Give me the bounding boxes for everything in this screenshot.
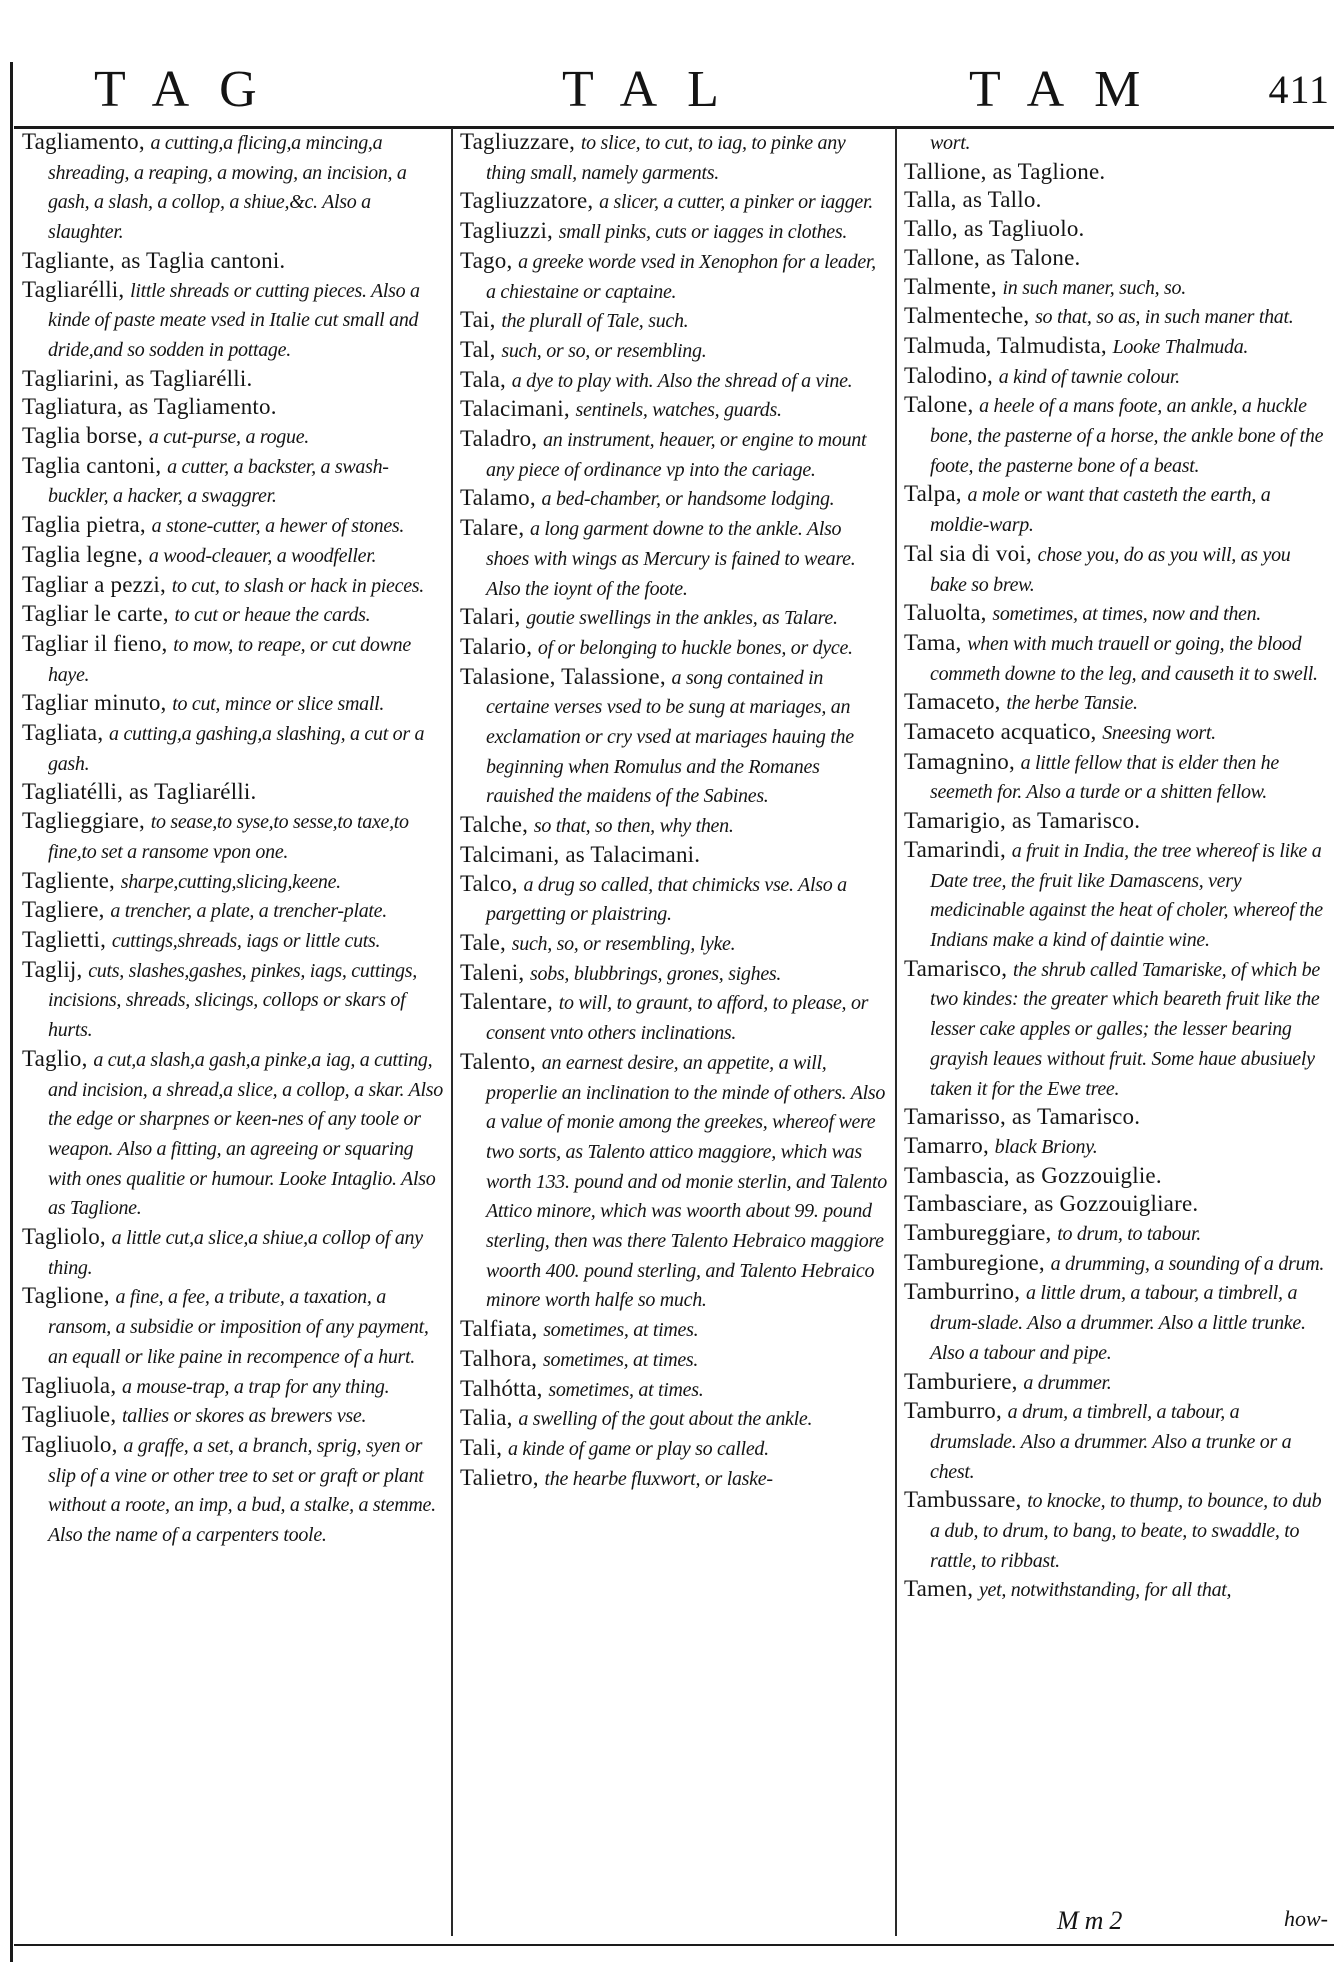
dictionary-entry xyxy=(904,1368,1328,1398)
dictionary-entry xyxy=(22,247,446,276)
entry-headword: Tagliar a pezzi, xyxy=(22,571,166,597)
dictionary-entry xyxy=(904,362,1328,392)
entry-headword: Talietro, xyxy=(460,1464,539,1490)
entry-headword: Tagliente, xyxy=(22,867,115,893)
page-number: 411 xyxy=(1268,67,1330,112)
dictionary-entry xyxy=(904,599,1328,629)
entry-definition: to will, to graunt, to afford, to please, or consent vnto others inclinations. xyxy=(486,992,869,1045)
entry-definition: a fine, a fee, a tribute, a taxation, a ransom, a subsidie or imposition of any payment, an equall or like paine in recompence of a hurt. xyxy=(48,1286,429,1368)
dictionary-entry xyxy=(22,896,446,926)
dictionary-entry xyxy=(22,1401,446,1431)
entry-definition: a bed-chamber, or handsome lodging. xyxy=(541,488,835,511)
entry-definition: to cut, mince or slice small. xyxy=(172,693,385,716)
entry-headword: Tagliarini, as Tagliarélli. xyxy=(22,365,253,391)
entry-definition: sharpe,cutting,slicing,keene. xyxy=(120,870,341,893)
entry-headword: Talmenteche, xyxy=(904,303,1030,329)
dictionary-entry xyxy=(904,128,1328,158)
entry-definition: a mouse-trap, a trap for any thing. xyxy=(122,1375,390,1398)
entry-headword: Tama, xyxy=(904,629,962,655)
entry-definition: when with much trauell or going, the blood commeth downe to the leg, and causeth it to swell. xyxy=(930,632,1318,685)
entry-definition: a heele of a mans foote, an ankle, a huckle bone, the pasterne of a horse, the ankle bone of the foote, the pasterne bone of a beast. xyxy=(930,395,1324,477)
entry-headword: Tagliamento, xyxy=(22,129,145,154)
dictionary-entry xyxy=(22,600,446,630)
dictionary-entry xyxy=(460,217,888,247)
entry-headword: Talia, xyxy=(460,1405,513,1431)
entry-definition: a cut-purse, a rogue. xyxy=(148,426,309,449)
entry-definition: the herbe Tansie. xyxy=(1006,692,1138,715)
entry-definition: chose you, do as you will, as you bake so brew. xyxy=(930,543,1291,596)
dictionary-entry xyxy=(22,571,446,601)
dictionary-entry xyxy=(22,807,446,866)
entry-definition: to mow, to reape, or cut downe haye. xyxy=(48,633,411,686)
entry-definition: an earnest desire, an appetite, a will, properlie an inclination to the minde of others. Also a value of monie among the greekes, whereof were two sorts, as Talento attico maggiore, which was worth 133. pound and od monie sterlin, and Talento Attico minore, which was woorth about 99. pound sterling, then was there Talento Hebraico maggiore woorth 400. pound sterling, and Talento Hebraico minore worth halfe so much. xyxy=(486,1051,887,1312)
running-header xyxy=(14,56,1334,129)
entry-headword: Talodino, xyxy=(904,362,993,388)
entry-headword: Talario, xyxy=(460,633,533,659)
dictionary-entry xyxy=(22,1045,446,1223)
entry-headword: Talone, xyxy=(904,392,974,418)
bottom-rule xyxy=(14,1944,1334,1946)
dictionary-entry xyxy=(22,689,446,719)
dictionary-entry xyxy=(22,1282,446,1371)
dictionary-entry xyxy=(460,128,888,187)
entry-definition: cuttings,shreads, iags or little cuts. xyxy=(111,929,381,952)
entry-definition: tallies or skores as brewers vse. xyxy=(122,1405,367,1428)
entry-headword: Taglij, xyxy=(22,956,83,982)
entry-definition: to cut, to slash or hack in pieces. xyxy=(171,574,424,597)
dictionary-entry xyxy=(460,395,888,425)
entry-headword: Tamburegione, xyxy=(904,1249,1045,1275)
entry-definition: to slice, to cut, to iag, to pinke any thing small, namely garments. xyxy=(486,132,846,184)
entry-definition: a wood-cleauer, a woodfeller. xyxy=(148,544,377,567)
entry-headword: Tagliuole, xyxy=(22,1402,117,1428)
entry-definition: sentinels, watches, guards. xyxy=(575,399,782,422)
dictionary-entry xyxy=(460,1404,888,1434)
entry-definition: a cutter, a backster, a swash-buckler, a hacker, a swaggrer. xyxy=(48,455,389,508)
entry-definition: a drumming, a sounding of a drum. xyxy=(1050,1252,1325,1275)
entry-definition: a stone-cutter, a hewer of stones. xyxy=(151,515,405,538)
dictionary-entry xyxy=(460,959,888,989)
dictionary-entry xyxy=(22,956,446,1045)
entry-definition: such, so, or resembling, lyke. xyxy=(511,932,736,955)
dictionary-entry xyxy=(460,336,888,366)
dictionary-entry xyxy=(22,541,446,571)
entry-headword: Tagliuzzi, xyxy=(460,218,553,244)
entry-definition: sometimes, at times. xyxy=(543,1348,699,1371)
dictionary-entry xyxy=(904,1132,1328,1162)
entry-definition: a slicer, a cutter, a pinker or iagger. xyxy=(599,191,873,214)
entry-definition: black Briony. xyxy=(994,1135,1098,1158)
dictionary-entry xyxy=(22,926,446,956)
dictionary-entry xyxy=(22,452,446,511)
entry-definition: an instrument, heauer, or engine to mount any piece of ordinance vp into the cariage. xyxy=(486,429,867,481)
entry-definition: sometimes, at times. xyxy=(543,1319,699,1342)
entry-definition: a drum, a timbrell, a tabour, a drumslade. Also a drummer. Also a trunke or a chest. xyxy=(930,1401,1292,1483)
entry-headword: Talmente, xyxy=(904,273,997,299)
catchword: how- xyxy=(1284,1906,1328,1931)
entry-headword: Tamarisco, xyxy=(904,955,1008,981)
entry-headword: Tamaceto, xyxy=(904,689,1001,715)
dictionary-entry xyxy=(904,391,1328,480)
entry-definition: a long garment downe to the ankle. Also shoes with wings as Mercury is fained to weare. Also the ioynt of the foote. xyxy=(486,518,856,600)
entry-headword: Tamburrino, xyxy=(904,1279,1021,1305)
header-headword-2: TAL xyxy=(562,61,749,118)
entry-headword: Taleni, xyxy=(460,959,525,985)
entry-headword: Taglia borse, xyxy=(22,423,144,449)
entry-headword: Taglietti, xyxy=(22,926,107,952)
dictionary-entry xyxy=(904,748,1328,807)
dictionary-entry xyxy=(22,867,446,897)
entry-definition: a greeke worde vsed in Xenophon for a leader, a chiestaine or captaine. xyxy=(486,250,876,303)
entry-definition: Sneesing wort. xyxy=(1102,722,1216,745)
dictionary-entry xyxy=(22,1431,446,1550)
entry-definition: so that, so as, in such maner that. xyxy=(1035,306,1294,329)
dictionary-entry xyxy=(460,187,888,217)
entry-headword: Tallone, as Talone. xyxy=(904,244,1081,270)
dictionary-entry xyxy=(460,988,888,1047)
dictionary-entry xyxy=(460,841,888,870)
entry-headword: Talento, xyxy=(460,1048,536,1074)
dictionary-entry xyxy=(904,1249,1328,1279)
dictionary-entry xyxy=(22,365,446,394)
entry-definition: a little drum, a tabour, a timbrell, a drum-slade. Also a drummer. Also a little trunke. Also a tabour and pipe. xyxy=(930,1282,1306,1364)
entry-headword: Tambussare, xyxy=(904,1487,1022,1513)
entry-headword: Tagliatura, as Tagliamento. xyxy=(22,394,277,420)
entry-definition: the plurall of Tale, such. xyxy=(501,310,689,333)
entry-headword: Talhora, xyxy=(460,1345,538,1371)
column-2 xyxy=(460,128,888,1928)
entry-headword: Talentare, xyxy=(460,989,553,1015)
header-headword-3: TAM xyxy=(969,61,1171,118)
dictionary-entry xyxy=(460,484,888,514)
dictionary-entry xyxy=(460,1315,888,1345)
entry-headword: Tamburro, xyxy=(904,1398,1002,1424)
entry-definition: the hearbe fluxwort, or laske- xyxy=(544,1467,773,1490)
entry-headword: Tagliuzzare, xyxy=(460,129,576,154)
signature-mark: Mm2 xyxy=(1057,1906,1129,1935)
dictionary-entry xyxy=(904,302,1328,332)
dictionary-entry xyxy=(22,719,446,778)
entry-definition: of or belonging to huckle bones, or dyce. xyxy=(537,636,853,659)
entry-definition: to cut or heaue the cards. xyxy=(174,604,371,627)
dictionary-entry xyxy=(460,1434,888,1464)
entry-headword: Talfiata, xyxy=(460,1316,538,1342)
entry-headword: Taglia legne, xyxy=(22,541,144,567)
dictionary-entry xyxy=(904,1219,1328,1249)
entry-headword: Tamarisso, as Tamarisco. xyxy=(904,1104,1141,1130)
entry-headword: Tamarro, xyxy=(904,1132,989,1158)
entry-headword: Tal, xyxy=(460,336,496,362)
dictionary-entry xyxy=(904,836,1328,955)
entry-headword: Tale, xyxy=(460,929,507,955)
dictionary-entry xyxy=(904,718,1328,748)
entry-definition: a dye to play with. Also the shread of a vine. xyxy=(511,369,853,392)
entry-headword: Tai, xyxy=(460,307,496,333)
dictionary-entry xyxy=(904,186,1328,215)
entry-headword: Tagliuolo, xyxy=(22,1431,118,1457)
entry-headword: Tallo, as Tagliuolo. xyxy=(904,216,1085,242)
entry-definition: wort. xyxy=(930,132,971,154)
entry-headword: Talari, xyxy=(460,604,521,630)
dictionary-entry xyxy=(904,629,1328,688)
entry-headword: Tamagnino, xyxy=(904,748,1015,774)
entry-definition: Looke Thalmuda. xyxy=(1112,335,1249,358)
entry-definition: a kind of tawnie colour. xyxy=(998,365,1180,388)
entry-headword: Talamo, xyxy=(460,485,536,511)
entry-headword: Talpa, xyxy=(904,481,962,507)
entry-headword: Tagliarélli, xyxy=(22,276,125,302)
entry-headword: Tali, xyxy=(460,1434,503,1460)
entry-headword: Taluolta, xyxy=(904,600,987,626)
entry-headword: Tambureggiare, xyxy=(904,1220,1052,1246)
entry-definition: a mole or want that casteth the earth, a moldie-warp. xyxy=(930,484,1271,537)
dictionary-entry xyxy=(904,1486,1328,1575)
entry-headword: Talhótta, xyxy=(460,1375,543,1401)
entry-headword: Talche, xyxy=(460,812,529,838)
entry-definition: sometimes, at times. xyxy=(548,1378,704,1401)
dictionary-entry xyxy=(460,514,888,603)
entry-definition: little shreads or cutting pieces. Also a kinde of paste meate vsed in Italie cut small and dride,and so sodden in pottage. xyxy=(48,279,420,361)
entry-headword: Tallione, as Taglione. xyxy=(904,158,1106,184)
entry-headword: Tagliar le carte, xyxy=(22,601,169,627)
entry-definition: a song contained in certaine verses vsed to be sung at mariages, an exclamation or cry vsed at mariages hauing the beginning when Romulus and the Romanes rauished the maidens of the Sabines. xyxy=(486,666,854,808)
dictionary-entry xyxy=(460,366,888,396)
entry-definition: a fruit in India, the tree whereof is like a Date tree, the fruit like Damascens, very medicinable against the heat of choler, whereof the Indians make a kind of daintie wine. xyxy=(930,839,1323,951)
dictionary-entry xyxy=(460,1345,888,1375)
entry-definition: a cut,a slash,a gash,a pinke,a iag, a cutting, and incision, a shread,a slice, a collop, a skar. Also the edge or sharpnes or keen-nes of any toole or weapon. Also a fitting, an agreeing or squaring with ones qualitie or humour. Looke Intaglio. Also as Taglione. xyxy=(48,1048,443,1220)
entry-definition: to knocke, to thump, to bounce, to dub a dub, to drum, to bang, to beate, to swaddle, to rattle, to ribbast. xyxy=(930,1490,1322,1572)
dictionary-entry xyxy=(904,1397,1328,1486)
dictionary-entry xyxy=(22,393,446,422)
entry-headword: Tambasciare, as Gozzouigliare. xyxy=(904,1191,1199,1217)
entry-definition: cuts, slashes,gashes, pinkes, iags, cuttings, incisions, shreads, slicings, collops or skars of hurts. xyxy=(48,959,417,1042)
dictionary-entry xyxy=(460,870,888,929)
dictionary-entry xyxy=(22,276,446,365)
entry-headword: Talmuda, Talmudista, xyxy=(904,332,1107,358)
entry-definition: to sease,to syse,to sesse,to taxe,to fine,to set a ransome vpon one. xyxy=(48,811,409,863)
dictionary-entry xyxy=(904,807,1328,836)
entry-headword: Talasione, Talassione, xyxy=(460,663,666,689)
dictionary-entry xyxy=(460,1375,888,1405)
entry-headword: Tagliolo, xyxy=(22,1224,106,1250)
dictionary-entry xyxy=(904,1162,1328,1191)
dictionary-entry xyxy=(460,425,888,484)
entry-headword: Talare, xyxy=(460,515,525,541)
dictionary-entry xyxy=(22,778,446,807)
entry-headword: Tagliata, xyxy=(22,720,104,746)
dictionary-entry xyxy=(904,158,1328,187)
entry-headword: Tamburiere, xyxy=(904,1368,1018,1394)
dictionary-entry xyxy=(904,215,1328,244)
entry-headword: Talcimani, as Talacimani. xyxy=(460,841,701,867)
entry-definition: sobs, blubbrings, grones, sighes. xyxy=(530,962,782,985)
column-divider-1 xyxy=(451,128,453,1936)
entry-definition: a little fellow that is elder then he seemeth for. Also a turde or a shitten fellow. xyxy=(930,751,1279,804)
entry-headword: Tambascia, as Gozzouiglie. xyxy=(904,1162,1162,1188)
entry-definition: a drug so called, that chimicks vse. Also a pargetting or plaistring. xyxy=(486,873,847,926)
entry-headword: Tagliante, as Taglia cantoni. xyxy=(22,247,286,273)
entry-headword: Tago, xyxy=(460,247,513,273)
entry-definition: a kinde of game or play so called. xyxy=(507,1437,769,1460)
entry-definition: the shrub called Tamariske, of which be two kindes: the greater which beareth fruit like the lesser cake apples or galles; the lesser bearing grayish leaues without fruit. Some haue abusiuely taken it for the Ewe tree. xyxy=(930,958,1320,1100)
header-headword-1: TAG xyxy=(94,61,287,118)
entry-headword: Tamarindi, xyxy=(904,836,1006,862)
entry-headword: Tamen, xyxy=(904,1576,974,1602)
dictionary-entry xyxy=(22,511,446,541)
dictionary-entry xyxy=(460,663,888,812)
entry-headword: Tagliar il fieno, xyxy=(22,630,168,656)
dictionary-entry xyxy=(904,244,1328,273)
dictionary-entry xyxy=(904,480,1328,539)
dictionary-entry xyxy=(22,630,446,689)
dictionary-entry xyxy=(22,1223,446,1282)
entry-headword: Tamarigio, as Tamarisco. xyxy=(904,808,1141,834)
entry-headword: Tagliuzzatore, xyxy=(460,188,594,214)
entry-definition: a graffe, a set, a branch, sprig, syen or slip of a vine or other tree to set or graft or plant without a roote, an imp, a bud, a stalke, a stemme. Also the name of a carpenters toole. xyxy=(48,1434,436,1547)
entry-headword: Talla, as Tallo. xyxy=(904,187,1042,213)
dictionary-entry xyxy=(460,247,888,306)
entry-headword: Taladro, xyxy=(460,426,538,452)
dictionary-entry xyxy=(904,1278,1328,1367)
dictionary-entry xyxy=(22,128,446,247)
entry-definition: such, or so, or resembling. xyxy=(501,339,707,362)
dictionary-entry xyxy=(904,540,1328,599)
column-divider-2 xyxy=(895,128,897,1936)
entry-definition: to drum, to tabour. xyxy=(1057,1223,1201,1246)
dictionary-entry xyxy=(904,1190,1328,1219)
dictionary-entry xyxy=(904,1103,1328,1132)
entry-definition: a trencher, a plate, a trencher-plate. xyxy=(110,900,387,923)
left-margin-rule xyxy=(10,62,13,1962)
entry-definition: sometimes, at times, now and then. xyxy=(992,603,1262,626)
entry-definition: a cutting,a flicing,a mincing,a shreading, a reaping, a mowing, an incision, a gash, a slash, a collop, a shiue,&c. Also a slaughter. xyxy=(48,132,407,244)
entry-headword: Tagliar minuto, xyxy=(22,690,167,716)
dictionary-entry xyxy=(904,1575,1328,1605)
dictionary-entry xyxy=(22,1372,446,1402)
entry-headword: Talacimani, xyxy=(460,396,570,422)
entry-headword: Tamaceto acquatico, xyxy=(904,719,1097,745)
dictionary-entry xyxy=(904,688,1328,718)
entry-headword: Taglia pietra, xyxy=(22,512,146,538)
dictionary-entry xyxy=(460,929,888,959)
dictionary-entry xyxy=(460,603,888,633)
entry-definition: so that, so then, why then. xyxy=(533,815,734,838)
dictionary-entry xyxy=(460,633,888,663)
entry-definition: in such maner, such, so. xyxy=(1002,276,1186,299)
entry-headword: Taglio, xyxy=(22,1045,88,1071)
entry-headword: Tagliuola, xyxy=(22,1372,117,1398)
entry-headword: Tagliere, xyxy=(22,897,105,923)
entry-definition: a swelling of the gout about the ankle. xyxy=(518,1408,813,1431)
entry-definition: a drummer. xyxy=(1023,1371,1112,1394)
entry-headword: Taglieggiare, xyxy=(22,808,145,834)
dictionary-entry xyxy=(460,1464,888,1494)
entry-headword: Talco, xyxy=(460,870,518,896)
entry-definition: goutie swellings in the ankles, as Talare. xyxy=(526,607,838,630)
dictionary-entry xyxy=(904,273,1328,303)
entry-headword: Tal sia di voi, xyxy=(904,540,1032,566)
column-1 xyxy=(22,128,446,1928)
column-3 xyxy=(904,128,1328,1928)
entry-definition: yet, notwithstanding, for all that, xyxy=(978,1579,1232,1602)
entry-headword: Tala, xyxy=(460,366,507,392)
dictionary-entry xyxy=(904,955,1328,1104)
dictionary-entry xyxy=(22,422,446,452)
entry-headword: Taglia cantoni, xyxy=(22,452,162,478)
entry-headword: Tagliatélli, as Tagliarélli. xyxy=(22,779,257,805)
dictionary-entry xyxy=(460,306,888,336)
entry-definition: small pinks, cuts or iagges in clothes. xyxy=(558,221,848,244)
entry-definition: a cutting,a gashing,a slashing, a cut or a gash. xyxy=(48,723,425,775)
dictionary-entry xyxy=(904,332,1328,362)
entry-definition: a little cut,a slice,a shiue,a collop of any thing. xyxy=(48,1227,423,1279)
entry-headword: Taglione, xyxy=(22,1283,110,1309)
dictionary-entry xyxy=(460,1048,888,1315)
dictionary-entry xyxy=(460,811,888,841)
